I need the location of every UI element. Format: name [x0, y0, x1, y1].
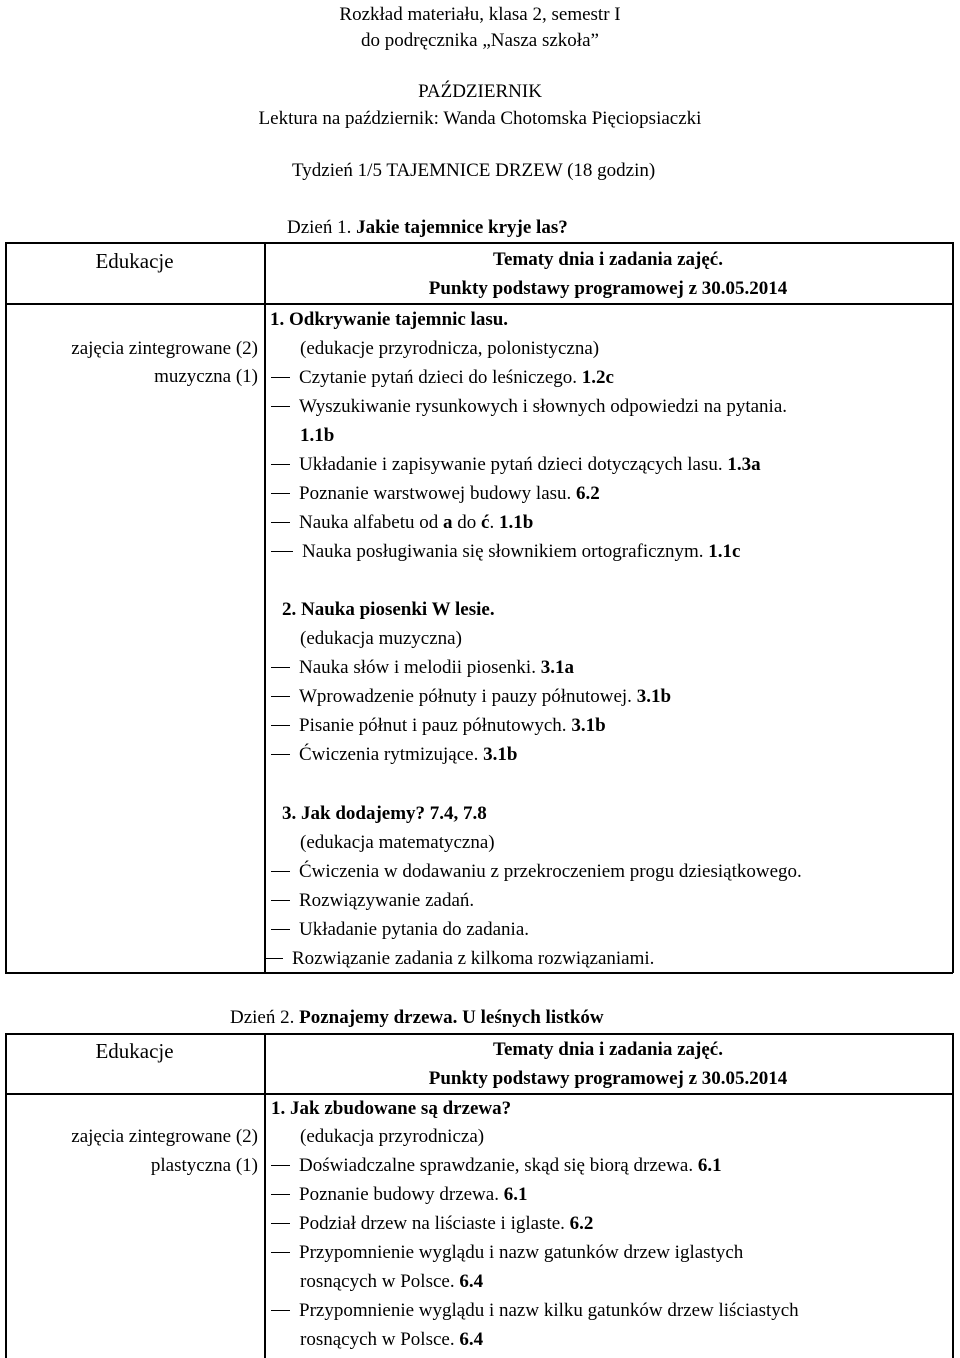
dash-bullet	[271, 493, 290, 495]
day2-edu-item: plastyczna (1)	[150, 1155, 258, 1176]
doc-title-line2: do podręcznika „Nasza szkoła”	[361, 30, 599, 51]
day1-topic1-item: Układanie i zapisywanie pytań dzieci dotyczących lasu. 1.3a	[271, 454, 761, 476]
day1-topic3-item: Układanie pytania do zadania.	[271, 919, 529, 941]
day1-table-mid-border	[264, 242, 266, 973]
dash-bullet	[271, 406, 290, 408]
day2-topic1-sub: (edukacja przyrodnicza)	[300, 1126, 485, 1147]
day1-title	[287, 217, 568, 239]
month-heading: PAŹDZIERNIK	[418, 81, 542, 102]
reading-line: Lektura na październik: Wanda Chotomska Pięciopsiaczki	[258, 108, 702, 129]
dash-bullet	[271, 1310, 290, 1312]
day1-topic2-item: Nauka słów i melodii piosenki. 3.1a	[271, 657, 574, 679]
day2-title	[230, 1007, 604, 1029]
day2-table-left-border	[5, 1033, 7, 1358]
day2-col-edukacje: Edukacje	[95, 1039, 174, 1063]
day2-topic1-item-cont: rosnących w Polsce. 6.4	[300, 1271, 484, 1292]
dash-bullet	[271, 464, 290, 466]
day1-col-tematy: Tematy dnia i zadania zajęć.	[493, 249, 723, 270]
day1-topic1-item: Wyszukiwanie rysunkowych i słownych odpowiedzi na pytania.	[271, 396, 787, 418]
day2-table-top-border	[5, 1033, 953, 1035]
day1-topic1-item: Czytanie pytań dzieci do leśniczego. 1.2c	[271, 367, 614, 389]
day1-topic2-item: Wprowadzenie półnuty i pauzy półnutowej. 3.1b	[271, 686, 671, 708]
day1-col-punkty: Punkty podstawy programowej z 30.05.2014	[428, 278, 788, 299]
day1-topic1-item: Poznanie warstwowej budowy lasu. 6.2	[271, 483, 600, 505]
day1-title-prefix: Dzień 1.	[287, 217, 357, 238]
day2-title-prefix: Dzień 2.	[230, 1007, 300, 1028]
day1-topic3-title: 3. Jak dodajemy? 7.4, 7.8	[282, 803, 487, 824]
day1-topic2-title: 2. Nauka piosenki W lesie.	[282, 599, 495, 620]
day2-col-tematy: Tematy dnia i zadania zajęć.	[493, 1039, 723, 1060]
day1-topic2-item: Pisanie półnut i pauz półnutowych. 3.1b	[271, 715, 606, 737]
day2-title-text: Poznajemy drzewa. U leśnych listków	[299, 1007, 604, 1028]
dash-bullet	[271, 1252, 290, 1254]
day2-topic1-item: Podział drzew na liściaste i iglaste. 6.2	[271, 1213, 593, 1235]
day1-table-header-border	[5, 303, 953, 305]
week-hours: (18 godzin)	[567, 160, 656, 181]
day1-table-bottom-border	[5, 972, 953, 974]
dash-bullet	[271, 1165, 290, 1167]
dash-bullet	[271, 696, 290, 698]
day1-edu-item: zajęcia zintegrowane (2)	[71, 338, 258, 359]
day1-topic3-sub: (edukacja matematyczna)	[300, 832, 495, 853]
day1-topic2-item: Ćwiczenia rytmizujące. 3.1b	[271, 744, 517, 766]
day1-topic3-item: Ćwiczenia w dodawaniu z przekroczeniem progu dziesiątkowego.	[271, 861, 802, 883]
day1-title-text: Jakie tajemnice kryje las?	[356, 217, 568, 238]
day2-topic1-item: Doświadczalne sprawdzanie, skąd się biorą drzewa. 6.1	[271, 1155, 722, 1177]
day1-topic1-title: 1. Odkrywanie tajemnic lasu.	[270, 309, 509, 330]
day1-edu-item: muzyczna (1)	[154, 366, 258, 387]
day1-topic3-item: Rozwiązanie zadania z kilkoma rozwiązaniami.	[264, 948, 654, 970]
dash-bullet	[271, 1194, 290, 1196]
day2-topic1-item: Przypomnienie wyglądu i nazw kilku gatunków drzew liściastych	[271, 1300, 799, 1322]
dash-bullet	[271, 929, 290, 931]
dash-bullet	[264, 958, 283, 960]
dash-bullet	[271, 754, 290, 756]
dash-bullet	[271, 377, 290, 379]
dash-bullet	[271, 522, 290, 524]
day1-topic1-item-code: 1.1b	[300, 425, 335, 446]
day2-topic1-item-cont: rosnących w Polsce. 6.4	[300, 1329, 484, 1350]
week-title: Tydzień 1/5 TAJEMNICE DRZEW	[292, 160, 563, 181]
day2-topic1-item: Przypomnienie wyglądu i nazw gatunków drzew iglastych	[271, 1242, 743, 1264]
day2-col-punkty: Punkty podstawy programowej z 30.05.2014	[428, 1068, 788, 1089]
day1-topic1-item: Nauka posługiwania się słownikiem ortograficznym. 1.1c	[271, 541, 740, 563]
day1-topic1-item: Nauka alfabetu od a do ć. 1.1b	[271, 512, 533, 534]
dash-bullet	[271, 667, 290, 669]
day1-topic1-sub: (edukacje przyrodnicza, polonistyczna)	[300, 338, 600, 359]
day2-topic1-title: 1. Jak zbudowane są drzewa?	[271, 1098, 512, 1119]
week-heading	[292, 160, 655, 182]
doc-title-line1: Rozkład materiału, klasa 2, semestr I	[339, 4, 621, 25]
dash-bullet	[271, 551, 293, 553]
day2-table-header-border	[5, 1093, 953, 1095]
day1-col-edukacje: Edukacje	[95, 249, 174, 273]
day1-topic2-sub: (edukacja muzyczna)	[300, 628, 462, 649]
day2-table-right-border	[952, 1033, 954, 1358]
dash-bullet	[271, 871, 290, 873]
day2-edu-item: zajęcia zintegrowane (2)	[71, 1126, 258, 1147]
day2-topic1-item: Poznanie budowy drzewa. 6.1	[271, 1184, 527, 1206]
dash-bullet	[271, 1223, 290, 1225]
dash-bullet	[271, 900, 290, 902]
day1-table-right-border	[952, 242, 954, 973]
dash-bullet	[271, 725, 290, 727]
day1-topic3-item: Rozwiązywanie zadań.	[271, 890, 474, 912]
day1-table-top-border	[5, 242, 953, 244]
